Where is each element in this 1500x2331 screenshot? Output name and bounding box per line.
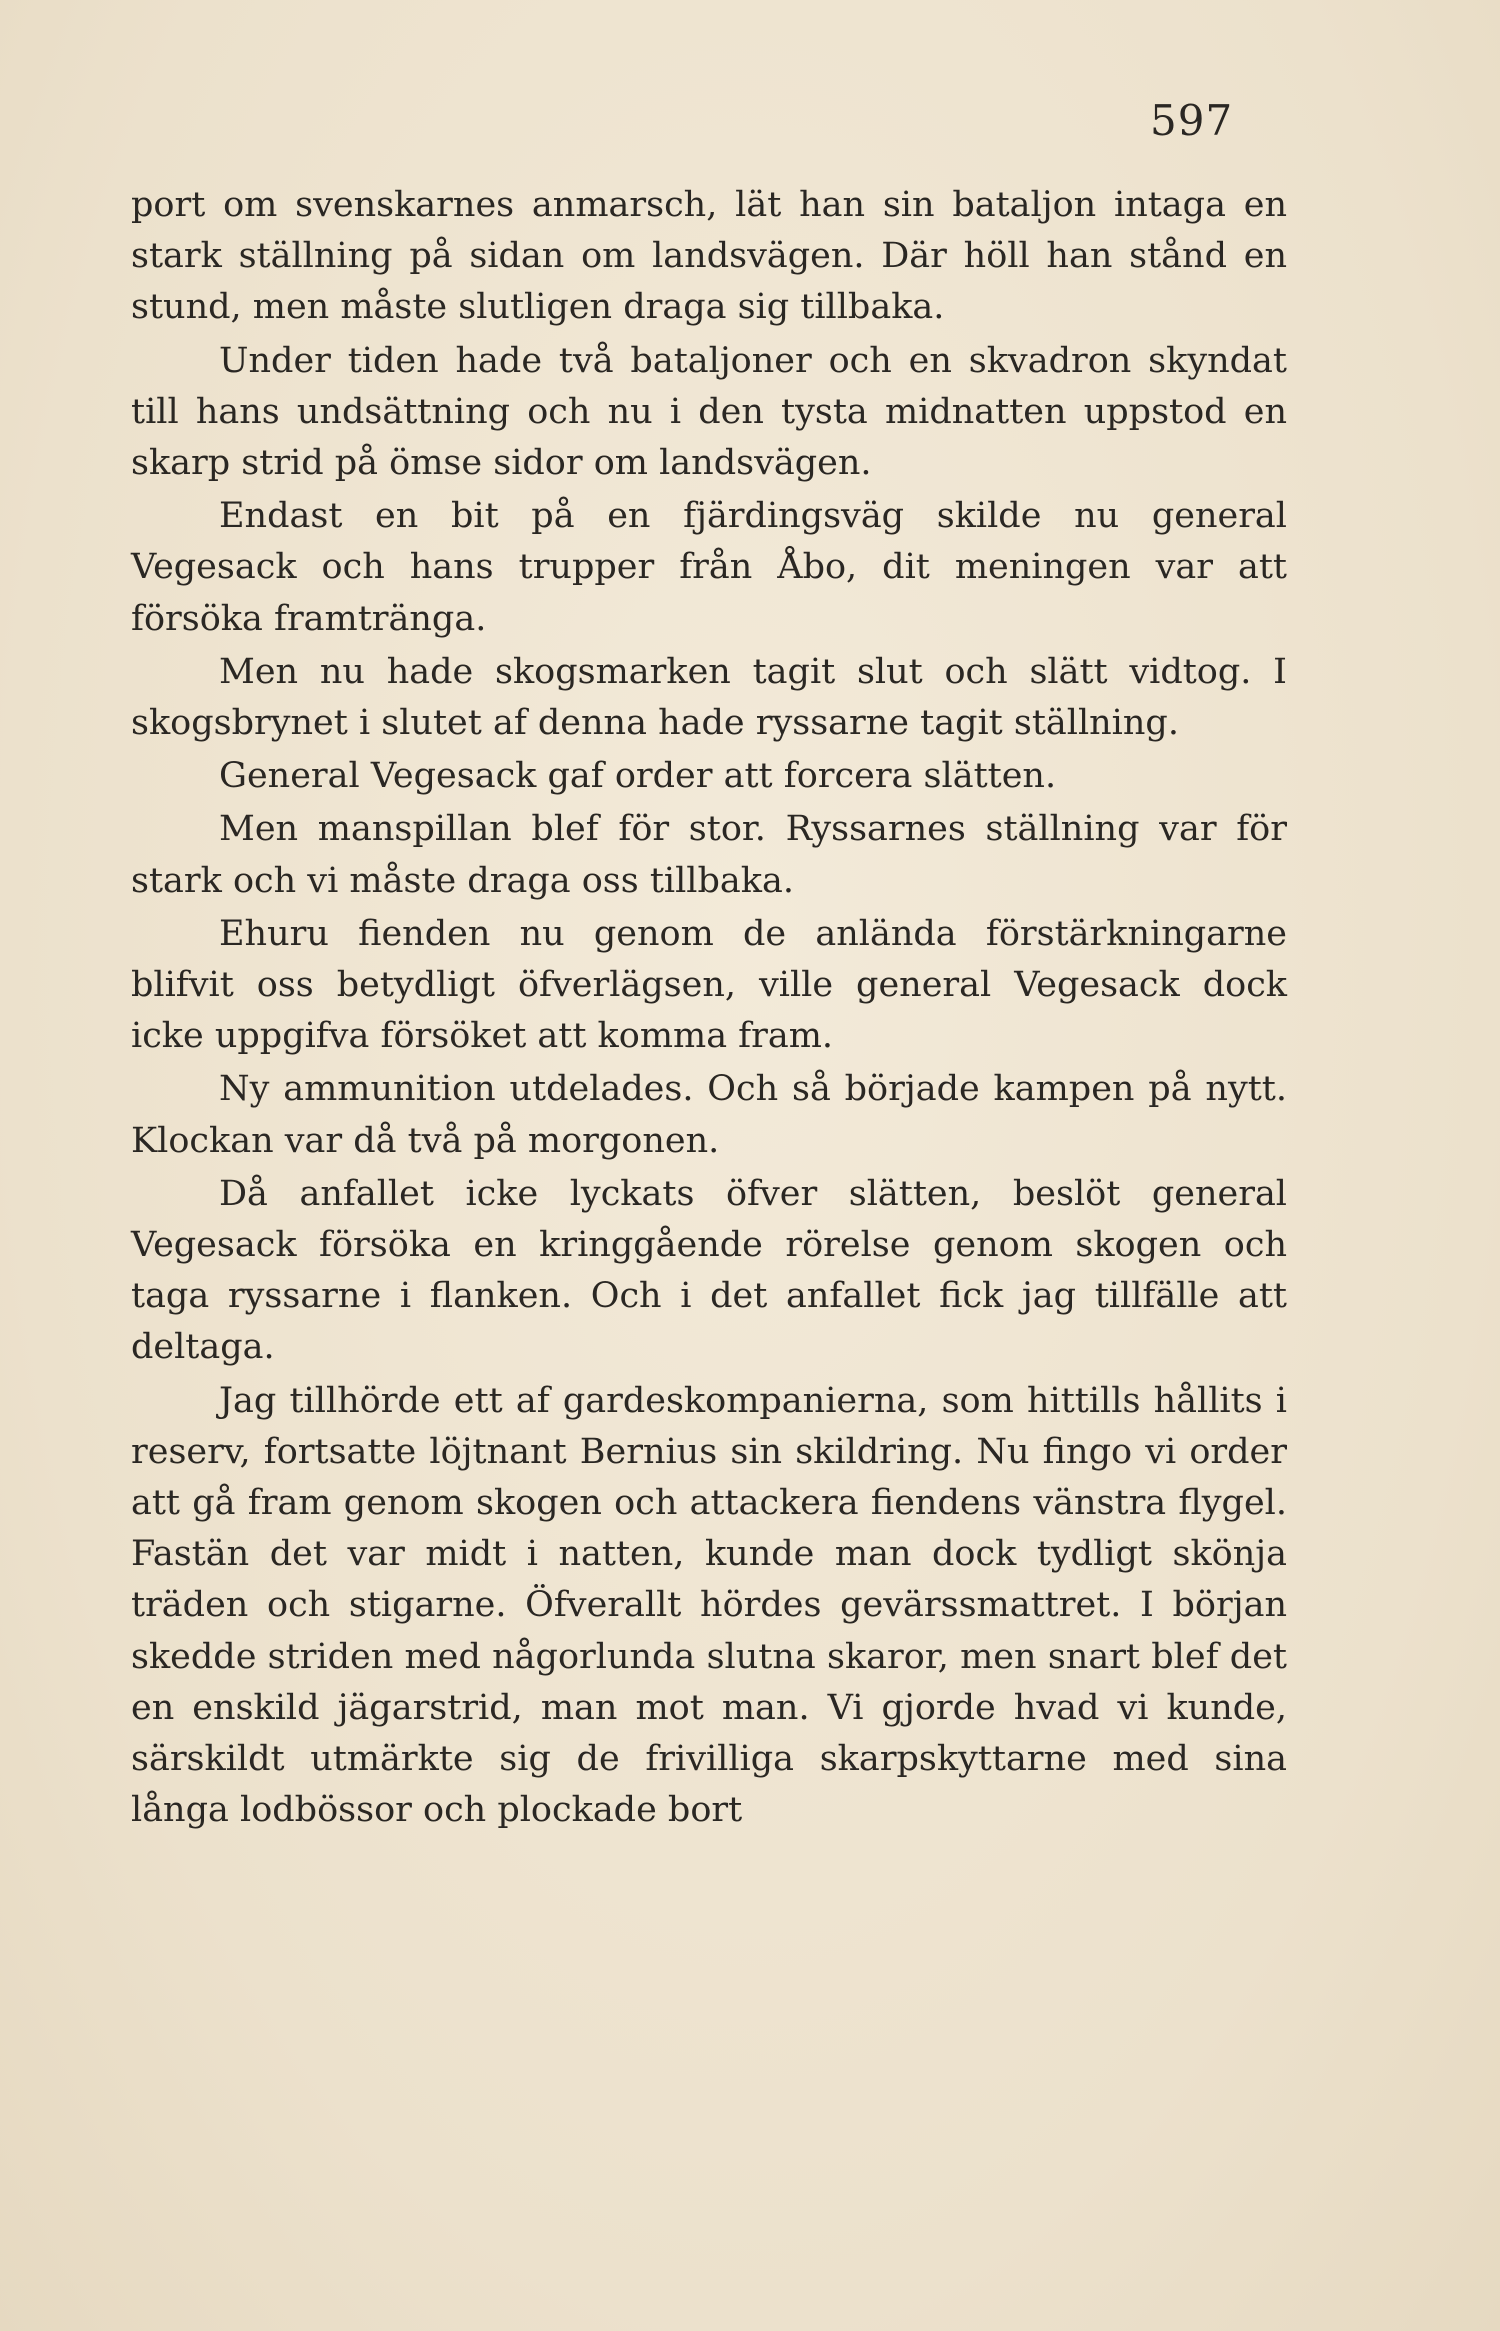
paragraph: Endast en bit på en fjärdingsväg skilde nu general Vegesack och hans trupper från Åbo, dit meningen var att försöka framtränga. (131, 496, 1287, 639)
paragraph: General Vegesack gaf order att forcera slätten. (219, 756, 1057, 797)
paragraph: Men nu hade skogsmarken tagit slut och slätt vidtog. I skogsbrynet i slutet af denna hade ryssarne tagit ställning. (131, 651, 1287, 744)
paragraph: Ehuru fienden nu genom de anlända förstärkningarne blifvit oss betydligt öfverlägsen, ville general Vegesack dock icke uppgifva försöket att komma fram. (131, 913, 1287, 1057)
paragraph: Men manspillan blef för stor. Ryssarnes ställning var för stark och vi måste draga oss tillbaka. (131, 809, 1287, 901)
paragraph: port om svenskarnes anmarsch, lät han sin bataljon intaga en stark ställning på sidan om landsvägen. Där höll han stånd en stund, men måste slutligen draga sig tillbaka. (131, 185, 1287, 328)
paragraph: Då anfallet icke lyckats öfver slätten, beslöt general Vegesack försöka en kringgående rörelse genom skogen och taga ryssarne i flanken. Och i det anfallet fick jag tillfälle att deltaga. (131, 1173, 1287, 1368)
paragraph: Under tiden hade två bataljoner och en skvadron skyndat till hans undsättning och nu i den tysta midnatten uppstod en skarp strid på ömse sidor om landsvägen. (131, 340, 1287, 484)
paragraph: Jag tillhörde ett af gardeskompanierna, som hittills hållits i reserv, fortsatte löjtnant Bernius sin skildring. Nu fingo vi order att gå fram genom skogen och attackera fiendens vänstra flygel. Fastän det var midt i natten, kunde man dock tydligt skönja träden och stigarne. Öfverallt hördes gevärssmattret. I början skedde striden med någorlunda slutna skaror, men snart blef det en enskild jägarstrid, man mot man. Vi gjorde hvad vi kunde, särskildt utmärkte sig de frivilliga skarpskyttarne med sina långa lodbössor och plockade bort (131, 1380, 1287, 1831)
page-number: 597 (1150, 96, 1234, 145)
body-text (131, 180, 1287, 1839)
paragraph: Ny ammunition utdelades. Och så började kampen på nytt. Klockan var då två på morgonen. (131, 1069, 1287, 1161)
